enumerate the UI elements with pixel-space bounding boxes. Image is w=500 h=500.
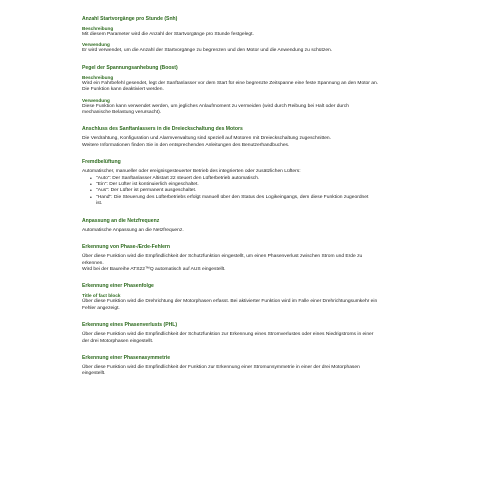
section-title: Anzahl Startvorgänge pro Stunde (Snh) [82, 16, 178, 22]
list-item-text-cont: ist. [96, 201, 103, 207]
paragraph: Diese Funktion kann verwendet werden, um jegliches Anlaufmoment zu vermeiden (wird durch Reibung bei Halt oder durch [82, 103, 349, 109]
bullet-list [82, 176, 460, 208]
section-title: Anpassung an die Netzfrequenz [82, 217, 160, 224]
section-title: Erkennung eines Phasenverlusts (PHL) [82, 322, 178, 329]
section-phase-asymmetry [82, 355, 460, 378]
section-frequency [82, 218, 460, 234]
section-forced-ventilation [82, 159, 460, 207]
section-boost [82, 65, 460, 117]
list-item-text: "Hand": Die Steuerung des Lüfterbetriebs erfolgt manuell über den Status des Logikeingangs, dem diese Funktion zugeordnet [96, 194, 369, 200]
section-phase-sequence [82, 283, 460, 312]
paragraph: Über diese Funktion wird die Empfindlichkeit der Schutzfunktion zur Erkennung eines Stromverlustes oder eines Niedrigstroms in einer [82, 332, 374, 338]
section-delta-connection [82, 126, 460, 149]
paragraph: Automatischer, manueller oder ereignisgesteuerter Betrieb des integrierten oder zusätzlichen Lüfters: [82, 169, 301, 175]
paragraph: Die Funktion kann deaktiviert werden. [82, 87, 164, 93]
subheading-usage: Verwendung [82, 42, 110, 48]
section-phase-loss [82, 322, 460, 345]
section-title: Pegel der Spannungsanhebung (Boost) [82, 64, 178, 71]
paragraph: Wird ein Fahrbefehl gesendet, legt der Sanftanlasser vor dem Start für eine begrenzte Zeitspanne eine feste Spannung an den Motor an. [82, 80, 379, 86]
subheading-description: Beschreibung [82, 74, 114, 80]
paragraph: Mit diesem Parameter wird die Anzahl der Startvorgänge pro Stunde festgelegt. [82, 32, 254, 37]
section-title: Fremdbelüftung [82, 159, 121, 166]
list-item [96, 195, 460, 208]
section-title: Erkennung einer Phasenfolge [82, 283, 154, 290]
subheading-description: Beschreibung [82, 26, 114, 31]
paragraph: erkennen. [82, 260, 104, 266]
paragraph: Über diese Funktion wird die Drehrichtung der Motorphasen erfasst. Bei aktivierter Funktion wird im Falle einer Drehrichtungsumkehr ein [82, 299, 378, 305]
section-start-count [82, 16, 460, 55]
subheading-fact-block: Title of fact block [82, 293, 121, 299]
section-title: Erkennung von Phase-/Erde-Fehlern [82, 244, 171, 251]
section-title: Anschluss des Sanftanlassers in die Dreieckschaltung des Motors [82, 126, 243, 133]
list-item: • "Ein": Der Lüfter ist kontinuierlich eingeschaltet. [96, 182, 460, 188]
paragraph: Er wird verwendet, um die Anzahl der Startvorgänge zu begrenzen und den Motor und die Anwendung zu schützen. [82, 48, 333, 54]
subheading-usage: Verwendung [82, 97, 110, 103]
paragraph: Wird bei der Baureihe ATS22™Q automatisch auf AUS eingestellt. [82, 266, 226, 272]
paragraph: eingestellt. [82, 371, 106, 377]
paragraph: mechanische Belastung verursacht). [82, 110, 162, 116]
section-ground-fault [82, 244, 460, 273]
list-item: • "Aus": Der Lüfter ist permanent ausgeschaltet. [96, 188, 460, 194]
paragraph: Fehler angezeigt. [82, 305, 120, 311]
list-item: • "Auto": Der Sanftanlasser Altistart 22 steuert den Lüfterbetrieb automatisch. [96, 176, 460, 182]
paragraph: der drei Motorphasen eingestellt. [82, 338, 154, 344]
paragraph: Über diese Funktion wird die Empfindlichkeit der Schutzfunktion eingestellt, um einen Phasenverlust zwischen Strom und Erde zu [82, 254, 363, 260]
paragraph: Weitere Informationen finden Sie in den entsprechenden Anleitungen des Benutzerhandbuches. [82, 142, 290, 148]
paragraph: Die Verdrahtung, Konfiguration und Alarmverwaltung sind speziell auf Motoren mit Dreieckschaltung zugeschnitten. [82, 136, 332, 142]
paragraph: Über diese Funktion wird die Empfindlichkeit der Funktion zur Erkennung einer Stromunsymmetrie in einer der drei Motorphasen [82, 364, 360, 370]
section-title: Erkennung einer Phasenasymmetrie [82, 354, 171, 361]
paragraph: Automatische Anpassung an die Netzfrequenz. [82, 227, 184, 233]
